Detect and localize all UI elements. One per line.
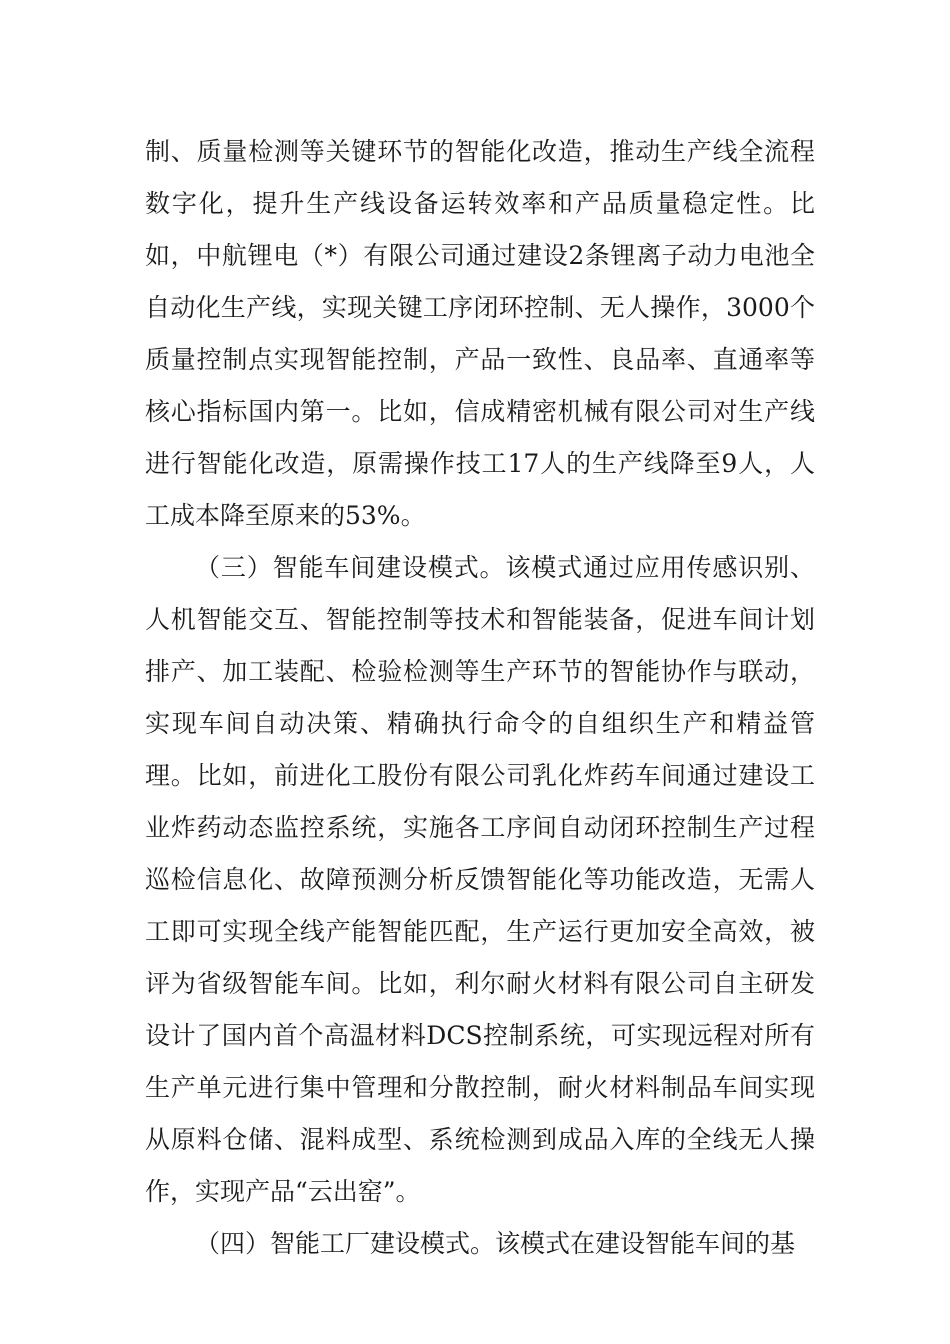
paragraph-continuation: 制、质量检测等关键环节的智能化改造，推动生产线全流程数字化，提升生产线设备运转效率和产品质量稳定性。比如，中航锂电（*）有限公司通过建设2条锂离子动力电池全自动化生产线，实现关键工序闭环控制、无人操作，3000个质量控制点实现智能控制，产品一致性、良品率、直通率等核心指标国内第一。比如，信成精密机械有限公司对生产线进行智能化改造，原需操作技工17人的生产线降至9人，人工成本降至原来的53%。 [145, 137, 815, 530]
paragraph-smart-factory: （四）智能工厂建设模式。该模式在建设智能车间的基 [195, 1229, 796, 1258]
paragraph-smart-workshop: （三）智能车间建设模式。该模式通过应用传感识别、人机智能交互、智能控制等技术和智能装备，促进车间计划排产、加工装配、检验检测等生产环节的智能协作与联动，实现车间自动决策、精确执行命令的自组织生产和精益管理。比如，前进化工股份有限公司乳化炸药车间通过建设工业炸药动态监控系统，实施各工序间自动闭环控制生产过程巡检信息化、故障预测分析反馈智能化等功能改造，无需人工即可实现全线产能智能匹配，生产运行更加安全高效，被评为省级智能车间。比如，利尔耐火材料有限公司自主研发设计了国内首个高温材料DCS控制系统，可实现远程对所有生产单元进行集中管理和分散控制，耐火材料制品车间实现从原料仓储、混料成型、系统检测到成品入库的全线无人操作，实现产品“云出窑”。 [145, 553, 815, 1206]
document-body [145, 126, 815, 1270]
